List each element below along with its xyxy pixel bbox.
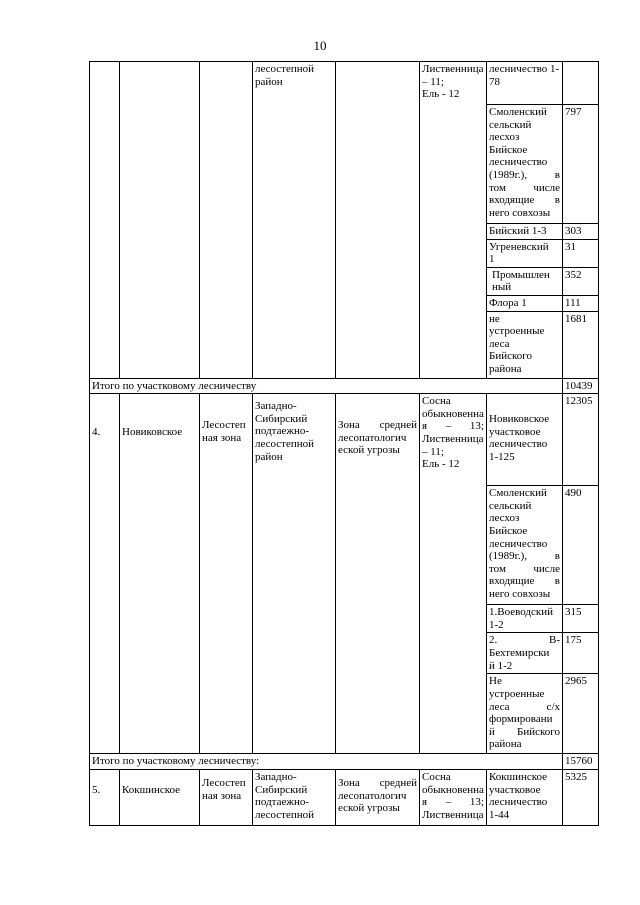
parcel-name: Смоленский сельский лесхоз Бийское лесничество (1989г.), в том числе входящие в него совхозы (487, 486, 563, 605)
zone-cell: Лесостеп ная зона (200, 769, 253, 825)
parcel-name: Флора 1 (487, 295, 563, 311)
zone-cell: Лесостеп ная зона (200, 394, 253, 754)
table-row (90, 769, 599, 825)
parcel-area: 2965 (563, 674, 599, 754)
total-row (90, 378, 599, 394)
forestry-table (89, 61, 599, 826)
threat-cell: Зона средней лесопатологич еской угрозы (336, 394, 420, 754)
parcel-name: Бийский 1-3 (487, 224, 563, 240)
ecoregion-cell: лесостепной район (253, 62, 336, 379)
parcel-name: Не устроенные леса с/х формировани й Бийского района (487, 674, 563, 754)
region-cell: Западно- Сибирский подтаежно- лесостепной (253, 769, 336, 825)
total-label: Итого по участковому лесничеству (90, 378, 563, 394)
table-row (90, 394, 599, 486)
parcel-area: 303 (563, 224, 599, 240)
forestry-name: Новиковское (120, 394, 200, 754)
parcel-name: лесничество 1-78 (487, 62, 563, 105)
species-cell: Лиственница – 11; Ель - 12 (420, 62, 487, 379)
parcel-name: Смоленский сельский лесхоз Бийское лесничество (1989г.), в том числе входящие в него совхозы (487, 105, 563, 224)
row-number: 4. (90, 394, 120, 754)
parcel-area: 490 (563, 486, 599, 605)
species-cell: Сосна обыкновенна я – 13; Лиственница – 11; Ель - 12 (420, 394, 487, 754)
total-row (90, 754, 599, 770)
parcel-area: 31 (563, 239, 599, 267)
parcel-name: 1.Воеводский 1-2 (487, 605, 563, 633)
parcel-name: Промышлен ный (487, 267, 563, 295)
total-label: Итого по участковому лесничеству: (90, 754, 563, 770)
parcel-name: Новиковское участковое лесничество 1-125 (487, 394, 563, 486)
parcel-name: Кокшинское участковое лесничество 1-44 (487, 769, 563, 825)
parcel-area: 12305 (563, 394, 599, 486)
parcel-area: 315 (563, 605, 599, 633)
total-value: 10439 (563, 378, 599, 394)
table-row (90, 62, 599, 105)
total-value: 15760 (563, 754, 599, 770)
page-number: 10 (313, 38, 327, 53)
parcel-area: 5325 (563, 769, 599, 825)
row-number: 5. (90, 769, 120, 825)
region-cell: Западно- Сибирский подтаежно- лесостепной район (253, 394, 336, 754)
parcel-area: 175 (563, 633, 599, 674)
parcel-area: 352 (563, 267, 599, 295)
parcel-area: 111 (563, 295, 599, 311)
parcel-area: 797 (563, 105, 599, 224)
parcel-name: Угреневский 1 (487, 239, 563, 267)
threat-cell: Зона средней лесопатологич еской угрозы (336, 769, 420, 825)
parcel-name: 2. В- Бехтемирски й 1-2 (487, 633, 563, 674)
species-cell: Сосна обыкновенна я – 13; Лиственница (420, 769, 487, 825)
forestry-name: Кокшинское (120, 769, 200, 825)
parcel-area: 1681 (563, 311, 599, 378)
parcel-name: не устроенные леса Бийского района (487, 311, 563, 378)
